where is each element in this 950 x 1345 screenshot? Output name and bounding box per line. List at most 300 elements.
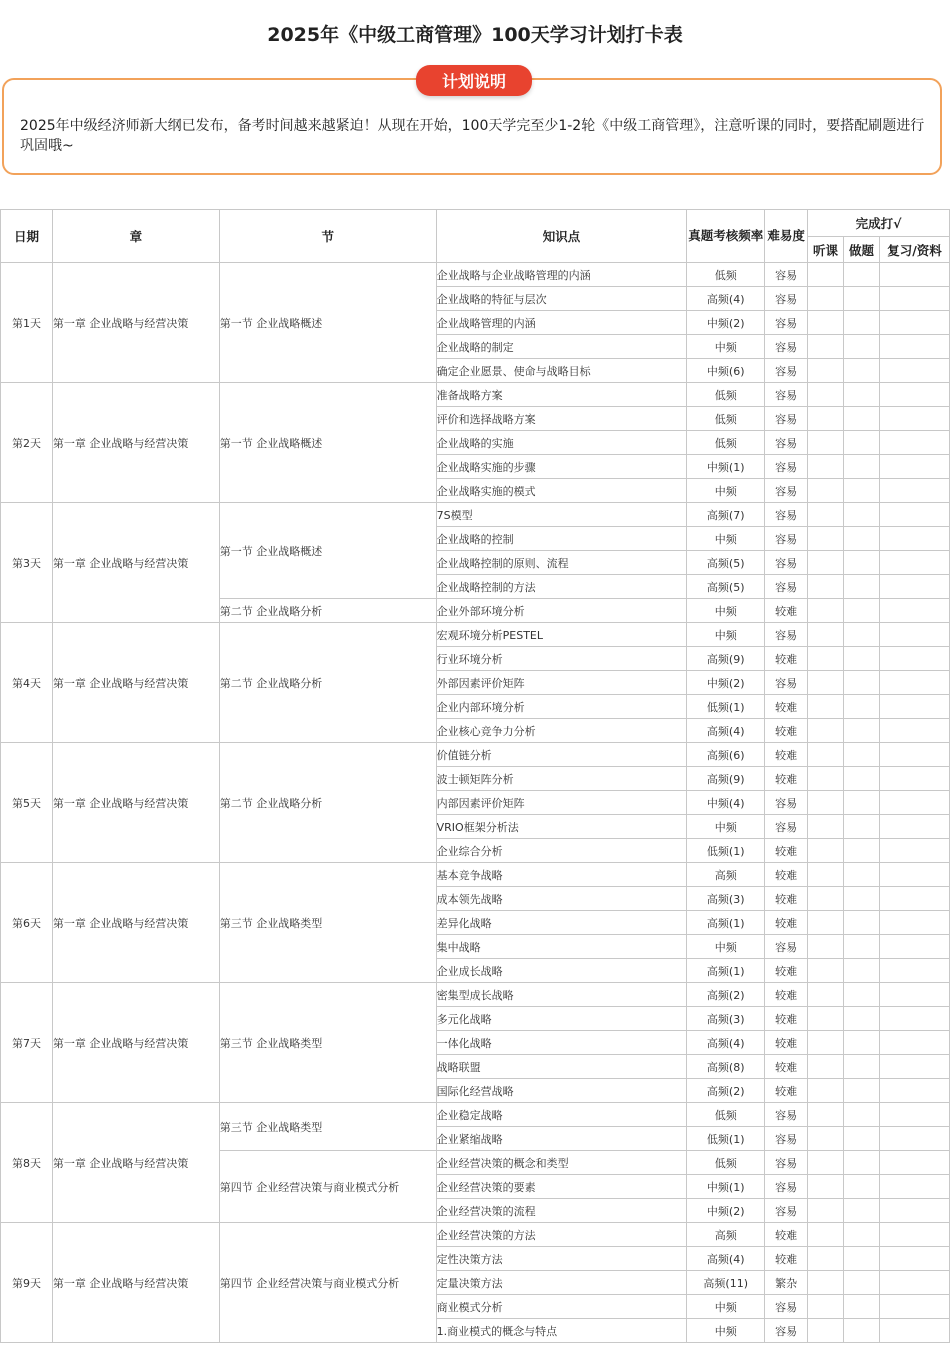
section-cell: 第一节 企业战略概述 <box>219 503 436 599</box>
review-checkbox-cell[interactable] <box>879 407 949 431</box>
frequency-cell: 高频(4) <box>687 1247 765 1271</box>
review-checkbox-cell[interactable] <box>879 431 949 455</box>
practice-checkbox-cell[interactable] <box>844 791 880 815</box>
knowledge-point-cell: 企业战略的制定 <box>436 335 687 359</box>
difficulty-cell: 容易 <box>765 287 808 311</box>
frequency-cell: 高频(4) <box>687 287 765 311</box>
difficulty-cell: 较难 <box>765 839 808 863</box>
practice-checkbox-cell[interactable] <box>844 1007 880 1031</box>
section-cell: 第三节 企业战略类型 <box>219 1103 436 1151</box>
review-checkbox-cell[interactable] <box>879 335 949 359</box>
difficulty-cell: 容易 <box>765 407 808 431</box>
listen-checkbox-cell[interactable] <box>808 1127 844 1151</box>
listen-checkbox-cell[interactable] <box>808 623 844 647</box>
frequency-cell: 中频(2) <box>687 1199 765 1223</box>
difficulty-cell: 繁杂 <box>765 1271 808 1295</box>
frequency-cell: 高频(4) <box>687 1031 765 1055</box>
knowledge-point-cell: 企业战略实施的模式 <box>436 479 687 503</box>
frequency-cell: 高频(5) <box>687 551 765 575</box>
review-checkbox-cell[interactable] <box>879 455 949 479</box>
practice-checkbox-cell[interactable] <box>844 1127 880 1151</box>
review-checkbox-cell[interactable] <box>879 695 949 719</box>
knowledge-point-cell: 国际化经营战略 <box>436 1079 687 1103</box>
review-checkbox-cell[interactable] <box>879 983 949 1007</box>
difficulty-cell: 较难 <box>765 647 808 671</box>
frequency-cell: 高频 <box>687 863 765 887</box>
frequency-cell: 高频(3) <box>687 1007 765 1031</box>
listen-checkbox-cell[interactable] <box>808 983 844 1007</box>
header-difficulty: 难易度 <box>765 210 808 263</box>
practice-checkbox-cell[interactable] <box>844 1055 880 1079</box>
frequency-cell: 高频(11) <box>687 1271 765 1295</box>
listen-checkbox-cell[interactable] <box>808 1103 844 1127</box>
knowledge-point-cell: 企业战略管理的内涵 <box>436 311 687 335</box>
section-cell: 第四节 企业经营决策与商业模式分析 <box>219 1151 436 1223</box>
listen-checkbox-cell[interactable] <box>808 551 844 575</box>
frequency-cell: 高频 <box>687 1223 765 1247</box>
chapter-cell: 第一章 企业战略与经营决策 <box>52 1103 219 1223</box>
knowledge-point-cell: 1.商业模式的概念与特点 <box>436 1319 687 1343</box>
listen-checkbox-cell[interactable] <box>808 263 844 287</box>
header-practice: 做题 <box>844 237 880 263</box>
day-cell: 第2天 <box>1 383 53 503</box>
practice-checkbox-cell[interactable] <box>844 383 880 407</box>
listen-checkbox-cell[interactable] <box>808 863 844 887</box>
frequency-cell: 高频(2) <box>687 983 765 1007</box>
table-row <box>1 863 950 887</box>
knowledge-point-cell: 企业战略的控制 <box>436 527 687 551</box>
practice-checkbox-cell[interactable] <box>844 1079 880 1103</box>
listen-checkbox-cell[interactable] <box>808 479 844 503</box>
practice-checkbox-cell[interactable] <box>844 1031 880 1055</box>
table-row <box>1 1103 950 1127</box>
review-checkbox-cell[interactable] <box>879 791 949 815</box>
review-checkbox-cell[interactable] <box>879 551 949 575</box>
frequency-cell: 低频(1) <box>687 1127 765 1151</box>
listen-checkbox-cell[interactable] <box>808 287 844 311</box>
day-cell: 第3天 <box>1 503 53 623</box>
practice-checkbox-cell[interactable] <box>844 863 880 887</box>
listen-checkbox-cell[interactable] <box>808 743 844 767</box>
listen-checkbox-cell[interactable] <box>808 1223 844 1247</box>
review-checkbox-cell[interactable] <box>879 767 949 791</box>
frequency-cell: 低频 <box>687 1151 765 1175</box>
practice-checkbox-cell[interactable] <box>844 335 880 359</box>
knowledge-point-cell: 企业战略的特征与层次 <box>436 287 687 311</box>
knowledge-point-cell: 企业经营决策的要素 <box>436 1175 687 1199</box>
listen-checkbox-cell[interactable] <box>808 1175 844 1199</box>
section-cell: 第一节 企业战略概述 <box>219 263 436 383</box>
practice-checkbox-cell[interactable] <box>844 719 880 743</box>
listen-checkbox-cell[interactable] <box>808 1319 844 1343</box>
listen-checkbox-cell[interactable] <box>808 1247 844 1271</box>
listen-checkbox-cell[interactable] <box>808 383 844 407</box>
difficulty-cell: 容易 <box>765 359 808 383</box>
listen-checkbox-cell[interactable] <box>808 527 844 551</box>
knowledge-point-cell: 企业外部环境分析 <box>436 599 687 623</box>
difficulty-cell: 较难 <box>765 887 808 911</box>
frequency-cell: 低频 <box>687 263 765 287</box>
day-cell: 第4天 <box>1 623 53 743</box>
knowledge-point-cell: 密集型成长战略 <box>436 983 687 1007</box>
listen-checkbox-cell[interactable] <box>808 335 844 359</box>
review-checkbox-cell[interactable] <box>879 815 949 839</box>
review-checkbox-cell[interactable] <box>879 359 949 383</box>
review-checkbox-cell[interactable] <box>879 839 949 863</box>
chapter-cell: 第一章 企业战略与经营决策 <box>52 263 219 383</box>
difficulty-cell: 容易 <box>765 479 808 503</box>
listen-checkbox-cell[interactable] <box>808 767 844 791</box>
listen-checkbox-cell[interactable] <box>808 719 844 743</box>
frequency-cell: 低频 <box>687 407 765 431</box>
difficulty-cell: 容易 <box>765 311 808 335</box>
listen-checkbox-cell[interactable] <box>808 503 844 527</box>
review-checkbox-cell[interactable] <box>879 743 949 767</box>
difficulty-cell: 较难 <box>765 1055 808 1079</box>
practice-checkbox-cell[interactable] <box>844 1199 880 1223</box>
listen-checkbox-cell[interactable] <box>808 1199 844 1223</box>
knowledge-point-cell: 企业成长战略 <box>436 959 687 983</box>
frequency-cell: 中频(6) <box>687 359 765 383</box>
review-checkbox-cell[interactable] <box>879 1199 949 1223</box>
knowledge-point-cell: 评价和选择战略方案 <box>436 407 687 431</box>
frequency-cell: 高频(1) <box>687 911 765 935</box>
section-cell: 第四节 企业经营决策与商业模式分析 <box>219 1223 436 1343</box>
frequency-cell: 高频(9) <box>687 767 765 791</box>
difficulty-cell: 容易 <box>765 383 808 407</box>
listen-checkbox-cell[interactable] <box>808 839 844 863</box>
listen-checkbox-cell[interactable] <box>808 575 844 599</box>
knowledge-point-cell: 多元化战略 <box>436 1007 687 1031</box>
practice-checkbox-cell[interactable] <box>844 1295 880 1319</box>
day-cell: 第6天 <box>1 863 53 983</box>
section-cell: 第二节 企业战略分析 <box>219 743 436 863</box>
difficulty-cell: 较难 <box>765 1031 808 1055</box>
frequency-cell: 中频(2) <box>687 311 765 335</box>
practice-checkbox-cell[interactable] <box>844 1103 880 1127</box>
practice-checkbox-cell[interactable] <box>844 1223 880 1247</box>
practice-checkbox-cell[interactable] <box>844 623 880 647</box>
review-checkbox-cell[interactable] <box>879 503 949 527</box>
review-checkbox-cell[interactable] <box>879 863 949 887</box>
practice-checkbox-cell[interactable] <box>844 503 880 527</box>
day-cell: 第9天 <box>1 1223 53 1343</box>
table-row <box>1 503 950 527</box>
listen-checkbox-cell[interactable] <box>808 431 844 455</box>
frequency-cell: 中频 <box>687 935 765 959</box>
frequency-cell: 中频 <box>687 479 765 503</box>
listen-checkbox-cell[interactable] <box>808 815 844 839</box>
frequency-cell: 高频(9) <box>687 647 765 671</box>
knowledge-point-cell: 企业战略与企业战略管理的内涵 <box>436 263 687 287</box>
header-listen: 听课 <box>808 237 844 263</box>
review-checkbox-cell[interactable] <box>879 1223 949 1247</box>
plan-badge: 计划说明 <box>416 65 532 96</box>
practice-checkbox-cell[interactable] <box>844 767 880 791</box>
frequency-cell: 中频 <box>687 599 765 623</box>
practice-checkbox-cell[interactable] <box>844 983 880 1007</box>
chapter-cell: 第一章 企业战略与经营决策 <box>52 1223 219 1343</box>
day-cell: 第8天 <box>1 1103 53 1223</box>
knowledge-point-cell: 企业经营决策的流程 <box>436 1199 687 1223</box>
knowledge-point-cell: 企业经营决策的概念和类型 <box>436 1151 687 1175</box>
chapter-cell: 第一章 企业战略与经营决策 <box>52 863 219 983</box>
review-checkbox-cell[interactable] <box>879 1031 949 1055</box>
practice-checkbox-cell[interactable] <box>844 575 880 599</box>
difficulty-cell: 容易 <box>765 1151 808 1175</box>
review-checkbox-cell[interactable] <box>879 719 949 743</box>
frequency-cell: 中频 <box>687 623 765 647</box>
section-cell: 第二节 企业战略分析 <box>219 623 436 743</box>
chapter-cell: 第一章 企业战略与经营决策 <box>52 983 219 1103</box>
listen-checkbox-cell[interactable] <box>808 935 844 959</box>
review-checkbox-cell[interactable] <box>879 671 949 695</box>
review-checkbox-cell[interactable] <box>879 527 949 551</box>
difficulty-cell: 较难 <box>765 911 808 935</box>
listen-checkbox-cell[interactable] <box>808 887 844 911</box>
frequency-cell: 高频(7) <box>687 503 765 527</box>
frequency-cell: 低频 <box>687 431 765 455</box>
practice-checkbox-cell[interactable] <box>844 599 880 623</box>
difficulty-cell: 较难 <box>765 1247 808 1271</box>
difficulty-cell: 容易 <box>765 263 808 287</box>
chapter-cell: 第一章 企业战略与经营决策 <box>52 383 219 503</box>
practice-checkbox-cell[interactable] <box>844 479 880 503</box>
practice-checkbox-cell[interactable] <box>844 287 880 311</box>
listen-checkbox-cell[interactable] <box>808 671 844 695</box>
difficulty-cell: 较难 <box>765 1223 808 1247</box>
review-checkbox-cell[interactable] <box>879 479 949 503</box>
review-checkbox-cell[interactable] <box>879 1103 949 1127</box>
page-title: 2025年《中级工商管理》100天学习计划打卡表 <box>267 24 683 46</box>
knowledge-point-cell: 内部因素评价矩阵 <box>436 791 687 815</box>
knowledge-point-cell: 确定企业愿景、使命与战略目标 <box>436 359 687 383</box>
practice-checkbox-cell[interactable] <box>844 887 880 911</box>
chapter-cell: 第一章 企业战略与经营决策 <box>52 743 219 863</box>
practice-checkbox-cell[interactable] <box>844 695 880 719</box>
listen-checkbox-cell[interactable] <box>808 1055 844 1079</box>
difficulty-cell: 容易 <box>765 527 808 551</box>
practice-checkbox-cell[interactable] <box>844 1175 880 1199</box>
review-checkbox-cell[interactable] <box>879 887 949 911</box>
knowledge-point-cell: 商业模式分析 <box>436 1295 687 1319</box>
listen-checkbox-cell[interactable] <box>808 311 844 335</box>
review-checkbox-cell[interactable] <box>879 1007 949 1031</box>
review-checkbox-cell[interactable] <box>879 1247 949 1271</box>
practice-checkbox-cell[interactable] <box>844 959 880 983</box>
listen-checkbox-cell[interactable] <box>808 647 844 671</box>
table-row <box>1 263 950 287</box>
practice-checkbox-cell[interactable] <box>844 1319 880 1343</box>
header-completion: 完成打√ <box>808 210 950 237</box>
knowledge-point-cell: 企业紧缩战略 <box>436 1127 687 1151</box>
frequency-cell: 中频 <box>687 1295 765 1319</box>
review-checkbox-cell[interactable] <box>879 935 949 959</box>
practice-checkbox-cell[interactable] <box>844 431 880 455</box>
header-section: 节 <box>219 210 436 263</box>
difficulty-cell: 容易 <box>765 503 808 527</box>
knowledge-point-cell: 定量决策方法 <box>436 1271 687 1295</box>
review-checkbox-cell[interactable] <box>879 1175 949 1199</box>
day-cell: 第1天 <box>1 263 53 383</box>
listen-checkbox-cell[interactable] <box>808 695 844 719</box>
section-cell: 第三节 企业战略类型 <box>219 983 436 1103</box>
practice-checkbox-cell[interactable] <box>844 1271 880 1295</box>
difficulty-cell: 容易 <box>765 935 808 959</box>
difficulty-cell: 较难 <box>765 743 808 767</box>
review-checkbox-cell[interactable] <box>879 1079 949 1103</box>
frequency-cell: 高频(8) <box>687 1055 765 1079</box>
listen-checkbox-cell[interactable] <box>808 359 844 383</box>
difficulty-cell: 容易 <box>765 1295 808 1319</box>
frequency-cell: 低频 <box>687 1103 765 1127</box>
frequency-cell: 中频(1) <box>687 1175 765 1199</box>
frequency-cell: 中频 <box>687 815 765 839</box>
knowledge-point-cell: 企业综合分析 <box>436 839 687 863</box>
listen-checkbox-cell[interactable] <box>808 407 844 431</box>
listen-checkbox-cell[interactable] <box>808 1295 844 1319</box>
listen-checkbox-cell[interactable] <box>808 911 844 935</box>
practice-checkbox-cell[interactable] <box>844 743 880 767</box>
day-cell: 第5天 <box>1 743 53 863</box>
review-checkbox-cell[interactable] <box>879 1127 949 1151</box>
frequency-cell: 中频(4) <box>687 791 765 815</box>
knowledge-point-cell: 差异化战略 <box>436 911 687 935</box>
review-checkbox-cell[interactable] <box>879 1151 949 1175</box>
knowledge-point-cell: 企业战略实施的步骤 <box>436 455 687 479</box>
table-row <box>1 743 950 767</box>
difficulty-cell: 较难 <box>765 983 808 1007</box>
knowledge-point-cell: 行业环境分析 <box>436 647 687 671</box>
difficulty-cell: 较难 <box>765 1007 808 1031</box>
review-checkbox-cell[interactable] <box>879 959 949 983</box>
table-row <box>1 383 950 407</box>
review-checkbox-cell[interactable] <box>879 623 949 647</box>
practice-checkbox-cell[interactable] <box>844 527 880 551</box>
knowledge-point-cell: 价值链分析 <box>436 743 687 767</box>
difficulty-cell: 容易 <box>765 1103 808 1127</box>
review-checkbox-cell[interactable] <box>879 575 949 599</box>
practice-checkbox-cell[interactable] <box>844 407 880 431</box>
listen-checkbox-cell[interactable] <box>808 1031 844 1055</box>
header-date: 日期 <box>1 210 53 263</box>
frequency-cell: 中频 <box>687 1319 765 1343</box>
knowledge-point-cell: 7S模型 <box>436 503 687 527</box>
listen-checkbox-cell[interactable] <box>808 1079 844 1103</box>
knowledge-point-cell: 企业战略的实施 <box>436 431 687 455</box>
knowledge-point-cell: 集中战略 <box>436 935 687 959</box>
knowledge-point-cell: 企业经营决策的方法 <box>436 1223 687 1247</box>
listen-checkbox-cell[interactable] <box>808 455 844 479</box>
difficulty-cell: 容易 <box>765 575 808 599</box>
plan-description-text: 2025年中级经济师新大纲已发布，备考时间越来越紧迫！从现在开始，100天学完至少1-2轮《中级工商管理》，注意听课的同时，要搭配刷题进行巩固哦~ <box>20 118 925 154</box>
review-checkbox-cell[interactable] <box>879 1295 949 1319</box>
practice-checkbox-cell[interactable] <box>844 311 880 335</box>
knowledge-point-cell: 成本领先战略 <box>436 887 687 911</box>
practice-checkbox-cell[interactable] <box>844 1151 880 1175</box>
section-cell: 第二节 企业战略分析 <box>219 599 436 623</box>
practice-checkbox-cell[interactable] <box>844 455 880 479</box>
difficulty-cell: 容易 <box>765 1199 808 1223</box>
listen-checkbox-cell[interactable] <box>808 1271 844 1295</box>
difficulty-cell: 容易 <box>765 335 808 359</box>
frequency-cell: 低频 <box>687 383 765 407</box>
knowledge-point-cell: VRIO框架分析法 <box>436 815 687 839</box>
listen-checkbox-cell[interactable] <box>808 1151 844 1175</box>
knowledge-point-cell: 波士顿矩阵分析 <box>436 767 687 791</box>
practice-checkbox-cell[interactable] <box>844 647 880 671</box>
review-checkbox-cell[interactable] <box>879 1055 949 1079</box>
listen-checkbox-cell[interactable] <box>808 791 844 815</box>
knowledge-point-cell: 定性决策方法 <box>436 1247 687 1271</box>
knowledge-point-cell: 企业稳定战略 <box>436 1103 687 1127</box>
difficulty-cell: 较难 <box>765 719 808 743</box>
frequency-cell: 高频(2) <box>687 1079 765 1103</box>
difficulty-cell: 容易 <box>765 1319 808 1343</box>
study-plan-table <box>0 209 950 1343</box>
difficulty-cell: 较难 <box>765 767 808 791</box>
review-checkbox-cell[interactable] <box>879 647 949 671</box>
review-checkbox-cell[interactable] <box>879 383 949 407</box>
day-cell: 第7天 <box>1 983 53 1103</box>
header-exam-frequency: 真题考核频率 <box>687 210 765 263</box>
practice-checkbox-cell[interactable] <box>844 551 880 575</box>
chapter-cell: 第一章 企业战略与经营决策 <box>52 503 219 623</box>
difficulty-cell: 容易 <box>765 455 808 479</box>
difficulty-cell: 容易 <box>765 431 808 455</box>
header-knowledge-point: 知识点 <box>436 210 687 263</box>
review-checkbox-cell[interactable] <box>879 599 949 623</box>
listen-checkbox-cell[interactable] <box>808 1007 844 1031</box>
review-checkbox-cell[interactable] <box>879 1319 949 1343</box>
practice-checkbox-cell[interactable] <box>844 911 880 935</box>
difficulty-cell: 较难 <box>765 599 808 623</box>
listen-checkbox-cell[interactable] <box>808 599 844 623</box>
review-checkbox-cell[interactable] <box>879 311 949 335</box>
review-checkbox-cell[interactable] <box>879 263 949 287</box>
practice-checkbox-cell[interactable] <box>844 263 880 287</box>
difficulty-cell: 容易 <box>765 791 808 815</box>
practice-checkbox-cell[interactable] <box>844 671 880 695</box>
knowledge-point-cell: 企业战略控制的原则、流程 <box>436 551 687 575</box>
review-checkbox-cell[interactable] <box>879 287 949 311</box>
header-review: 复习/资料 <box>879 237 949 263</box>
review-checkbox-cell[interactable] <box>879 1271 949 1295</box>
frequency-cell: 中频(2) <box>687 671 765 695</box>
practice-checkbox-cell[interactable] <box>844 839 880 863</box>
table-row <box>1 1223 950 1247</box>
practice-checkbox-cell[interactable] <box>844 935 880 959</box>
frequency-cell: 中频(1) <box>687 455 765 479</box>
review-checkbox-cell[interactable] <box>879 911 949 935</box>
listen-checkbox-cell[interactable] <box>808 959 844 983</box>
knowledge-point-cell: 战略联盟 <box>436 1055 687 1079</box>
frequency-cell: 中频 <box>687 527 765 551</box>
difficulty-cell: 容易 <box>765 671 808 695</box>
knowledge-point-cell: 企业战略控制的方法 <box>436 575 687 599</box>
practice-checkbox-cell[interactable] <box>844 359 880 383</box>
frequency-cell: 高频(1) <box>687 959 765 983</box>
frequency-cell: 高频(4) <box>687 719 765 743</box>
difficulty-cell: 较难 <box>765 863 808 887</box>
knowledge-point-cell: 宏观环境分析PESTEL <box>436 623 687 647</box>
knowledge-point-cell: 企业核心竞争力分析 <box>436 719 687 743</box>
difficulty-cell: 较难 <box>765 695 808 719</box>
chapter-cell: 第一章 企业战略与经营决策 <box>52 623 219 743</box>
practice-checkbox-cell[interactable] <box>844 815 880 839</box>
difficulty-cell: 较难 <box>765 1079 808 1103</box>
practice-checkbox-cell[interactable] <box>844 1247 880 1271</box>
